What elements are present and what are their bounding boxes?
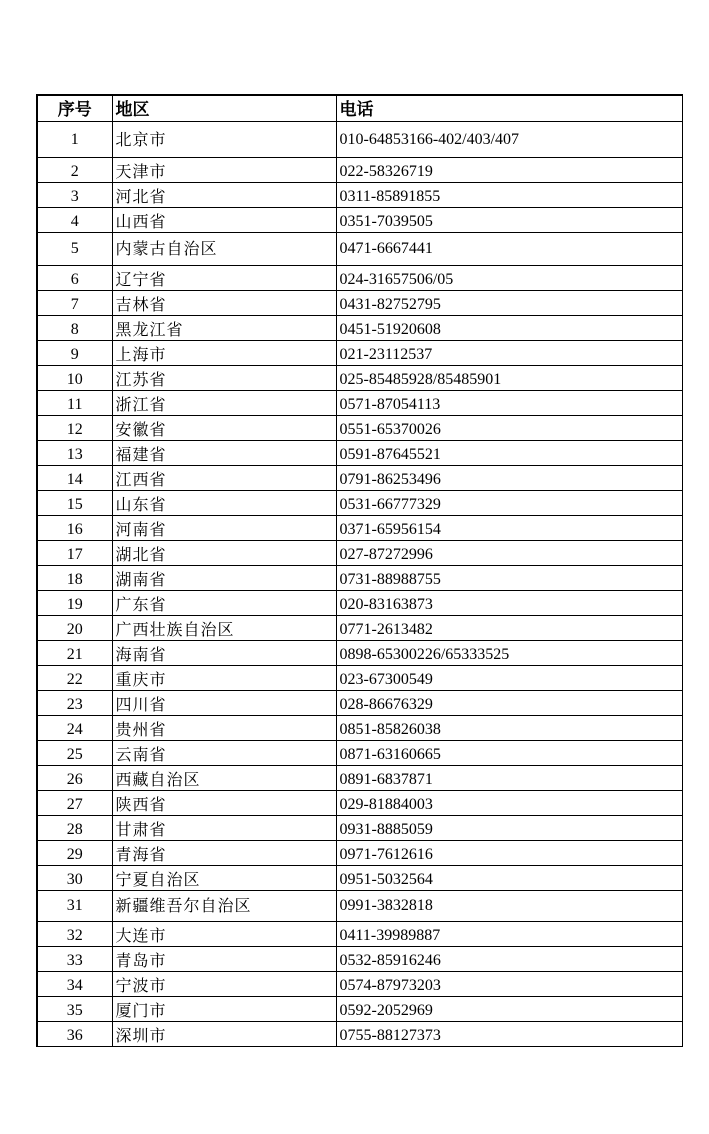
serial-number-cell: 28 bbox=[37, 816, 112, 841]
table-body bbox=[37, 122, 682, 1047]
phone-cell: 0532-85916246 bbox=[336, 947, 682, 972]
phone-cell: 0531-66777329 bbox=[336, 491, 682, 516]
table-row bbox=[37, 266, 682, 291]
phone-cell: 0431-82752795 bbox=[336, 291, 682, 316]
table-row bbox=[37, 666, 682, 691]
region-cell: 河南省 bbox=[112, 516, 336, 541]
phone-cell: 0574-87973203 bbox=[336, 972, 682, 997]
phone-cell: 0471-6667441 bbox=[336, 233, 682, 266]
phone-cell: 022-58326719 bbox=[336, 158, 682, 183]
table-row bbox=[37, 466, 682, 491]
header-phone: 电话 bbox=[336, 95, 682, 122]
phone-cell: 010-64853166-402/403/407 bbox=[336, 122, 682, 158]
region-cell: 山西省 bbox=[112, 208, 336, 233]
region-cell: 湖北省 bbox=[112, 541, 336, 566]
table-row bbox=[37, 997, 682, 1022]
region-cell: 江苏省 bbox=[112, 366, 336, 391]
table-row bbox=[37, 341, 682, 366]
table-row bbox=[37, 233, 682, 266]
region-cell: 辽宁省 bbox=[112, 266, 336, 291]
table-row bbox=[37, 491, 682, 516]
region-cell: 天津市 bbox=[112, 158, 336, 183]
serial-number-cell: 20 bbox=[37, 616, 112, 641]
phone-cell: 028-86676329 bbox=[336, 691, 682, 716]
phone-cell: 0592-2052969 bbox=[336, 997, 682, 1022]
region-cell: 厦门市 bbox=[112, 997, 336, 1022]
phone-cell: 0931-8885059 bbox=[336, 816, 682, 841]
serial-number-cell: 27 bbox=[37, 791, 112, 816]
serial-number-cell: 30 bbox=[37, 866, 112, 891]
table-row bbox=[37, 391, 682, 416]
phone-cell: 0851-85826038 bbox=[336, 716, 682, 741]
phone-cell: 027-87272996 bbox=[336, 541, 682, 566]
phone-cell: 0311-85891855 bbox=[336, 183, 682, 208]
table-row bbox=[37, 591, 682, 616]
table-row bbox=[37, 1022, 682, 1047]
table-row bbox=[37, 891, 682, 922]
region-cell: 大连市 bbox=[112, 922, 336, 947]
serial-number-cell: 3 bbox=[37, 183, 112, 208]
serial-number-cell: 2 bbox=[37, 158, 112, 183]
table-row bbox=[37, 516, 682, 541]
table-row bbox=[37, 791, 682, 816]
phone-cell: 0871-63160665 bbox=[336, 741, 682, 766]
region-cell: 河北省 bbox=[112, 183, 336, 208]
phone-cell: 0971-7612616 bbox=[336, 841, 682, 866]
phone-cell: 0891-6837871 bbox=[336, 766, 682, 791]
phone-cell: 025-85485928/85485901 bbox=[336, 366, 682, 391]
serial-number-cell: 5 bbox=[37, 233, 112, 266]
region-cell: 黑龙江省 bbox=[112, 316, 336, 341]
region-cell: 福建省 bbox=[112, 441, 336, 466]
region-cell: 山东省 bbox=[112, 491, 336, 516]
table-row bbox=[37, 366, 682, 391]
serial-number-cell: 34 bbox=[37, 972, 112, 997]
serial-number-cell: 1 bbox=[37, 122, 112, 158]
region-cell: 上海市 bbox=[112, 341, 336, 366]
region-cell: 吉林省 bbox=[112, 291, 336, 316]
phone-cell: 0571-87054113 bbox=[336, 391, 682, 416]
serial-number-cell: 19 bbox=[37, 591, 112, 616]
region-cell: 广西壮族自治区 bbox=[112, 616, 336, 641]
phone-cell: 029-81884003 bbox=[336, 791, 682, 816]
serial-number-cell: 31 bbox=[37, 891, 112, 922]
phone-cell: 0351-7039505 bbox=[336, 208, 682, 233]
table-row bbox=[37, 922, 682, 947]
serial-number-cell: 23 bbox=[37, 691, 112, 716]
table-row bbox=[37, 841, 682, 866]
phone-cell: 0755-88127373 bbox=[336, 1022, 682, 1047]
serial-number-cell: 16 bbox=[37, 516, 112, 541]
table-row bbox=[37, 716, 682, 741]
serial-number-cell: 13 bbox=[37, 441, 112, 466]
serial-number-cell: 25 bbox=[37, 741, 112, 766]
table-row bbox=[37, 691, 682, 716]
table-row bbox=[37, 316, 682, 341]
serial-number-cell: 18 bbox=[37, 566, 112, 591]
phone-cell: 023-67300549 bbox=[336, 666, 682, 691]
table-row bbox=[37, 741, 682, 766]
serial-number-cell: 4 bbox=[37, 208, 112, 233]
region-cell: 甘肃省 bbox=[112, 816, 336, 841]
phone-cell: 0791-86253496 bbox=[336, 466, 682, 491]
table-row bbox=[37, 641, 682, 666]
table-row bbox=[37, 208, 682, 233]
region-cell: 新疆维吾尔自治区 bbox=[112, 891, 336, 922]
serial-number-cell: 22 bbox=[37, 666, 112, 691]
region-cell: 陕西省 bbox=[112, 791, 336, 816]
phone-cell: 0591-87645521 bbox=[336, 441, 682, 466]
table-row bbox=[37, 972, 682, 997]
serial-number-cell: 10 bbox=[37, 366, 112, 391]
serial-number-cell: 15 bbox=[37, 491, 112, 516]
region-cell: 四川省 bbox=[112, 691, 336, 716]
region-cell: 广东省 bbox=[112, 591, 336, 616]
region-cell: 深圳市 bbox=[112, 1022, 336, 1047]
region-cell: 青岛市 bbox=[112, 947, 336, 972]
header-row bbox=[37, 95, 682, 122]
region-cell: 浙江省 bbox=[112, 391, 336, 416]
serial-number-cell: 32 bbox=[37, 922, 112, 947]
table-row bbox=[37, 947, 682, 972]
serial-number-cell: 29 bbox=[37, 841, 112, 866]
phone-cell: 024-31657506/05 bbox=[336, 266, 682, 291]
header-serial-number: 序号 bbox=[37, 95, 112, 122]
serial-number-cell: 17 bbox=[37, 541, 112, 566]
phone-cell: 0898-65300226/65333525 bbox=[336, 641, 682, 666]
phone-cell: 0771-2613482 bbox=[336, 616, 682, 641]
region-cell: 江西省 bbox=[112, 466, 336, 491]
phone-cell: 021-23112537 bbox=[336, 341, 682, 366]
serial-number-cell: 8 bbox=[37, 316, 112, 341]
table-row bbox=[37, 122, 682, 158]
table-row bbox=[37, 416, 682, 441]
region-cell: 宁波市 bbox=[112, 972, 336, 997]
phone-cell: 0411-39989887 bbox=[336, 922, 682, 947]
region-cell: 西藏自治区 bbox=[112, 766, 336, 791]
contact-table bbox=[36, 94, 683, 1047]
phone-cell: 0551-65370026 bbox=[336, 416, 682, 441]
serial-number-cell: 14 bbox=[37, 466, 112, 491]
table-row bbox=[37, 291, 682, 316]
serial-number-cell: 6 bbox=[37, 266, 112, 291]
serial-number-cell: 33 bbox=[37, 947, 112, 972]
serial-number-cell: 12 bbox=[37, 416, 112, 441]
region-cell: 青海省 bbox=[112, 841, 336, 866]
header-region: 地区 bbox=[112, 95, 336, 122]
phone-cell: 0451-51920608 bbox=[336, 316, 682, 341]
serial-number-cell: 11 bbox=[37, 391, 112, 416]
table-row bbox=[37, 616, 682, 641]
region-cell: 内蒙古自治区 bbox=[112, 233, 336, 266]
serial-number-cell: 24 bbox=[37, 716, 112, 741]
serial-number-cell: 35 bbox=[37, 997, 112, 1022]
phone-cell: 020-83163873 bbox=[336, 591, 682, 616]
table-row bbox=[37, 158, 682, 183]
region-cell: 贵州省 bbox=[112, 716, 336, 741]
table-row bbox=[37, 441, 682, 466]
phone-cell: 0951-5032564 bbox=[336, 866, 682, 891]
phone-cell: 0731-88988755 bbox=[336, 566, 682, 591]
serial-number-cell: 7 bbox=[37, 291, 112, 316]
region-cell: 安徽省 bbox=[112, 416, 336, 441]
region-cell: 重庆市 bbox=[112, 666, 336, 691]
table-header bbox=[37, 95, 682, 122]
serial-number-cell: 26 bbox=[37, 766, 112, 791]
phone-cell: 0991-3832818 bbox=[336, 891, 682, 922]
table-row bbox=[37, 183, 682, 208]
region-cell: 海南省 bbox=[112, 641, 336, 666]
serial-number-cell: 9 bbox=[37, 341, 112, 366]
region-cell: 宁夏自治区 bbox=[112, 866, 336, 891]
region-cell: 湖南省 bbox=[112, 566, 336, 591]
phone-cell: 0371-65956154 bbox=[336, 516, 682, 541]
table-row bbox=[37, 766, 682, 791]
serial-number-cell: 21 bbox=[37, 641, 112, 666]
serial-number-cell: 36 bbox=[37, 1022, 112, 1047]
table-row bbox=[37, 866, 682, 891]
table-row bbox=[37, 566, 682, 591]
table-row bbox=[37, 816, 682, 841]
table-row bbox=[37, 541, 682, 566]
region-cell: 北京市 bbox=[112, 122, 336, 158]
region-cell: 云南省 bbox=[112, 741, 336, 766]
